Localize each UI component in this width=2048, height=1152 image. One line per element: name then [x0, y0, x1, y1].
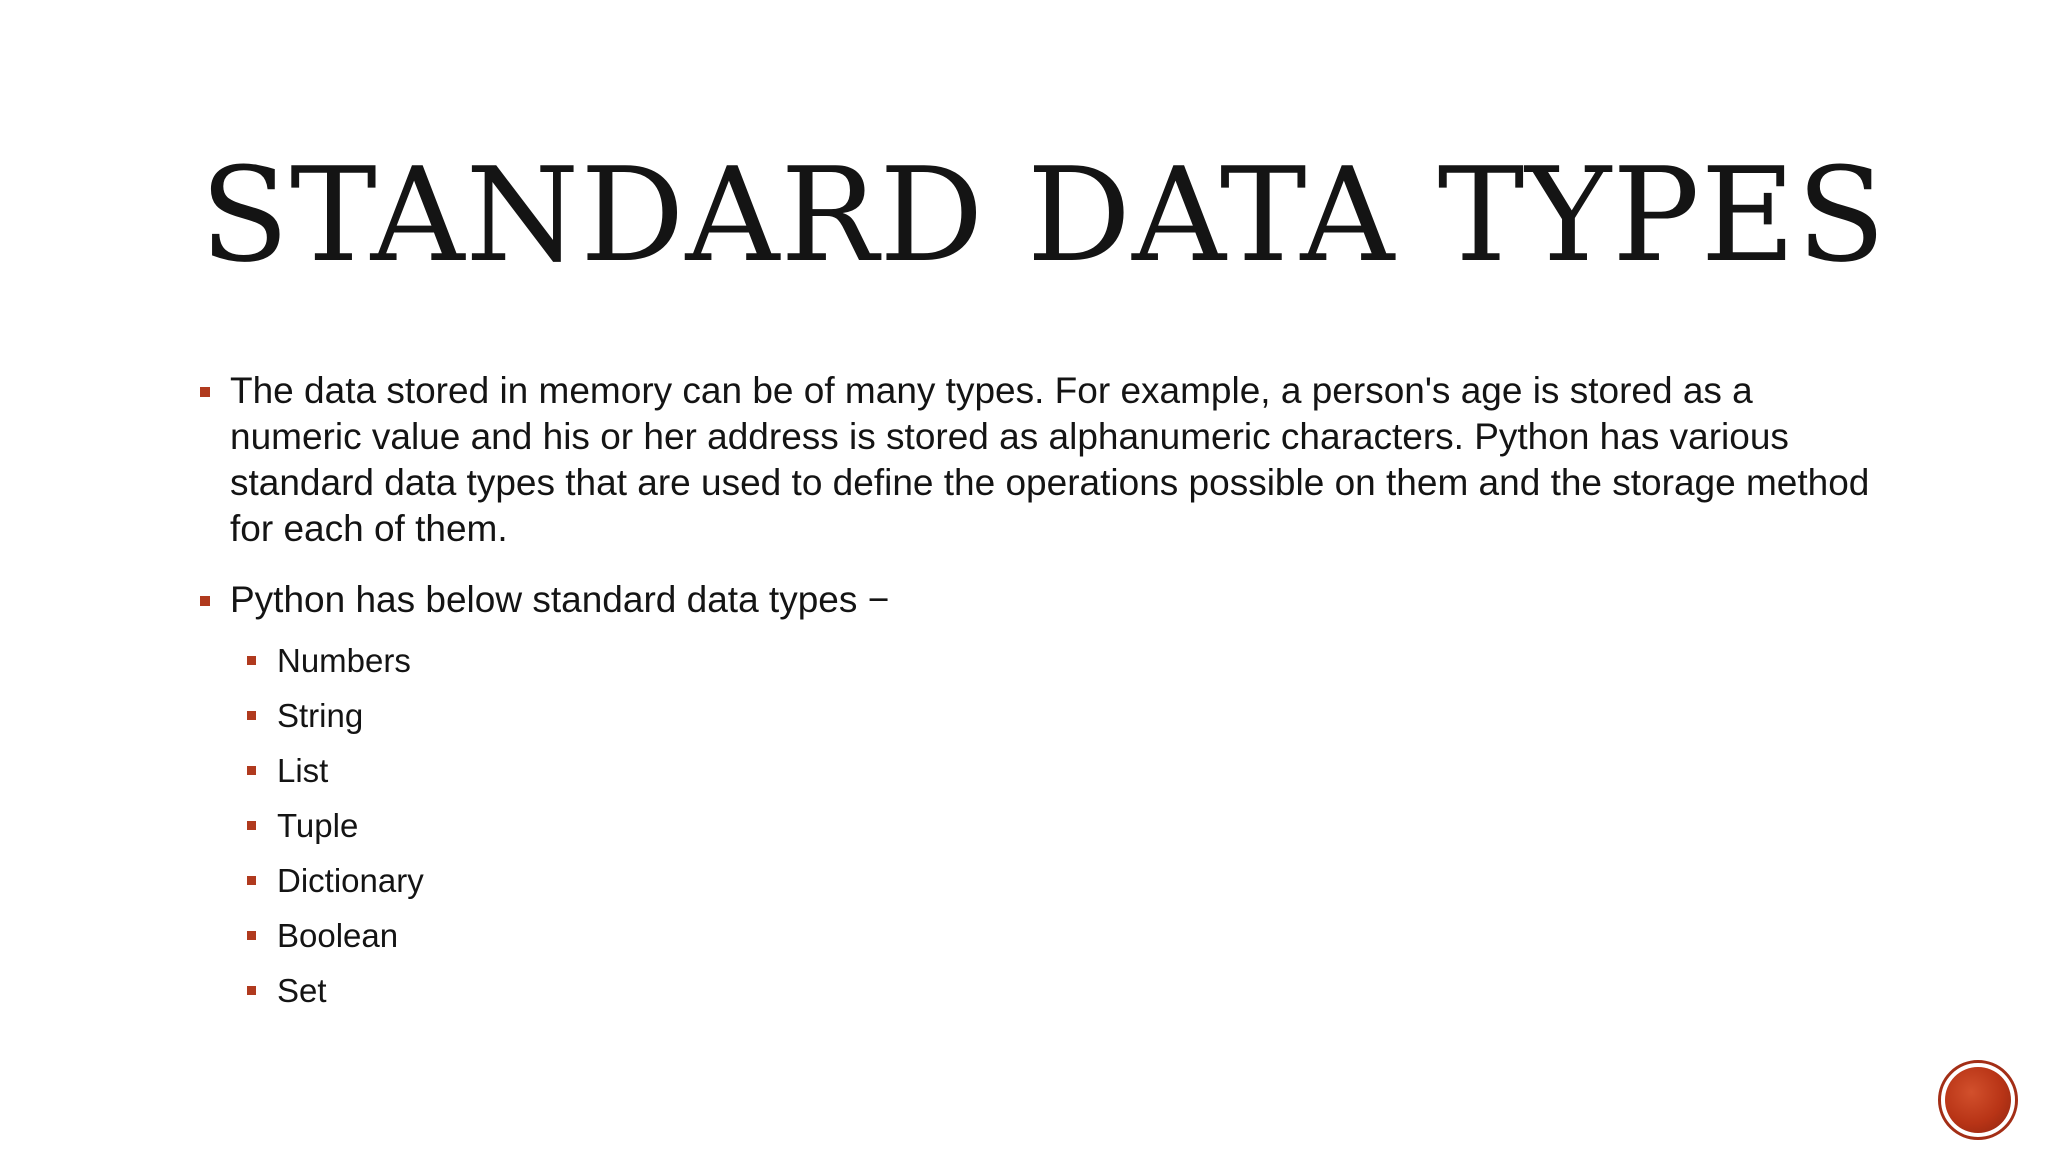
list-item-tuple: Tuple: [247, 798, 1880, 853]
list-item-list: List: [247, 743, 1880, 798]
circle-nav-button-icon: [1945, 1067, 2011, 1133]
list-item-boolean: Boolean: [247, 908, 1880, 963]
list-item-numbers: Numbers: [247, 633, 1880, 688]
bullet-item-types: [200, 577, 1880, 1018]
list-item-string: String: [247, 688, 1880, 743]
slide-title: STANDARD DATA TYPES: [200, 139, 1887, 291]
bullet-item-description: [200, 368, 1880, 552]
bullet-text: Python has below standard data types −: [230, 579, 890, 620]
data-types-list: [230, 633, 1880, 1018]
bullet-text: The data stored in memory can be of many types. For example, a person's age is stored as a numeric value and his or her address is stored as alphanumeric characters. Python has various standard data types that are used to define the operations possible on them and the storage method for each of them.: [230, 370, 1870, 549]
list-item-dictionary: Dictionary: [247, 853, 1880, 908]
slide-body: [200, 368, 1880, 1018]
list-item-set: Set: [247, 963, 1880, 1018]
slide-nav-button[interactable]: [1938, 1060, 2018, 1140]
